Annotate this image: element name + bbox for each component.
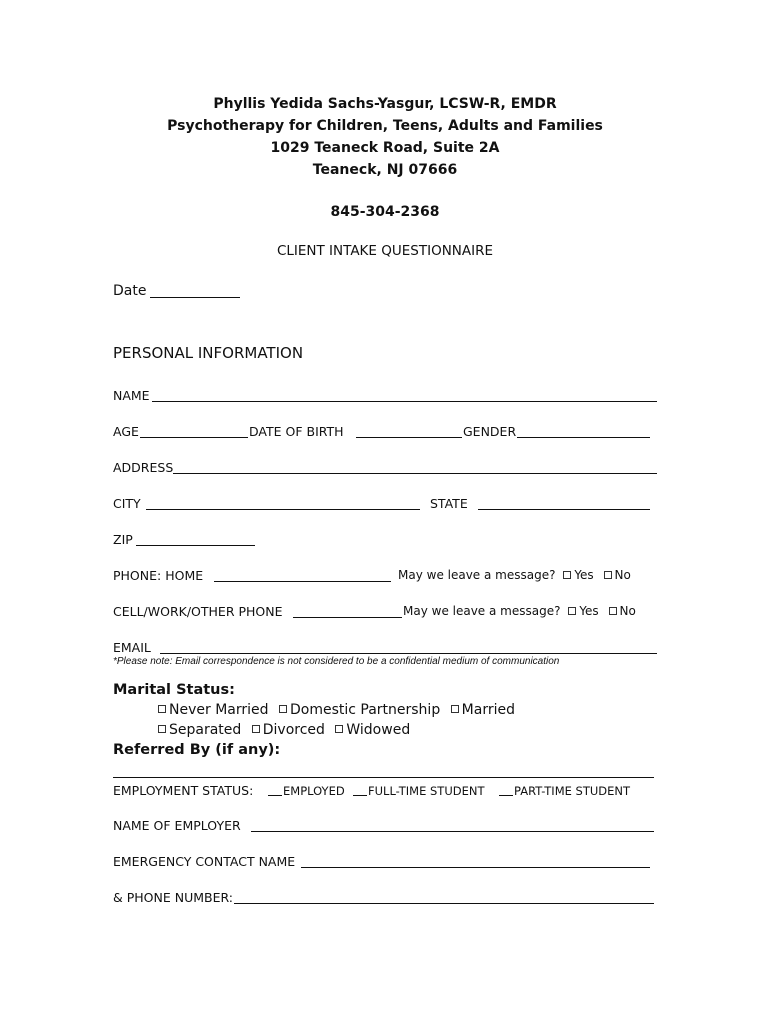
- address-field[interactable]: [173, 473, 657, 474]
- practitioner-name: Phyllis Yedida Sachs-Yasgur, LCSW-R, EMDR: [213, 96, 557, 112]
- married-checkbox[interactable]: [451, 705, 459, 713]
- employed-label: EMPLOYED: [283, 784, 345, 798]
- personal-information-heading: PERSONAL INFORMATION: [113, 344, 304, 362]
- emergency-contact-label: EMERGENCY CONTACT NAME: [113, 854, 296, 869]
- address-line: 1029 Teaneck Road, Suite 2A: [270, 140, 500, 156]
- zip-field[interactable]: [136, 545, 255, 546]
- never-married-checkbox[interactable]: [158, 705, 166, 713]
- gender-field[interactable]: [517, 437, 650, 438]
- separated-label: Separated: [169, 722, 242, 738]
- full-time-student-label: FULL-TIME STUDENT: [368, 784, 485, 798]
- city-label: CITY: [113, 496, 141, 511]
- practice-phone: 845-304-2368: [330, 204, 440, 220]
- emergency-phone-field[interactable]: [234, 903, 654, 904]
- practice-description: Psychotherapy for Children, Teens, Adults and Families: [167, 118, 603, 134]
- other-message-no-checkbox[interactable]: [609, 607, 617, 615]
- dob-field[interactable]: [356, 437, 462, 438]
- never-married-label: Never Married: [169, 702, 269, 718]
- emergency-phone-label: & PHONE NUMBER:: [113, 890, 233, 905]
- home-message-question: [398, 568, 631, 582]
- no-label: No: [614, 568, 631, 582]
- divorced-checkbox[interactable]: [252, 725, 260, 733]
- email-note: *Please note: Email correspondence is not considered to be a confidential medium of communication: [113, 656, 560, 667]
- dob-label: DATE OF BIRTH: [249, 424, 344, 439]
- emergency-contact-field[interactable]: [301, 867, 650, 868]
- domestic-partnership-label: Domestic Partnership: [289, 702, 441, 718]
- other-message-question: [403, 604, 636, 618]
- gender-label: GENDER: [463, 424, 517, 439]
- name-field[interactable]: [152, 401, 657, 402]
- employment-status-label: EMPLOYMENT STATUS:: [113, 783, 254, 798]
- other-phone-label: CELL/WORK/OTHER PHONE: [113, 604, 283, 619]
- marital-options-row2: [158, 722, 410, 738]
- other-phone-field[interactable]: [293, 617, 402, 618]
- divorced-label: Divorced: [262, 722, 325, 738]
- email-field[interactable]: [160, 653, 657, 654]
- employer-field[interactable]: [251, 831, 654, 832]
- marital-status-label: Marital Status:: [113, 682, 235, 698]
- message-question-text: May we leave a message?: [398, 568, 556, 582]
- referred-by-label: Referred By (if any):: [113, 742, 281, 758]
- domestic-partnership-checkbox[interactable]: [279, 705, 287, 713]
- part-time-blank[interactable]: [499, 795, 513, 796]
- name-label: NAME: [113, 388, 150, 403]
- message-question-text: May we leave a message?: [403, 604, 561, 618]
- address-label: ADDRESS: [113, 460, 174, 475]
- widowed-checkbox[interactable]: [335, 725, 343, 733]
- employer-label: NAME OF EMPLOYER: [113, 818, 241, 833]
- full-time-blank[interactable]: [353, 795, 367, 796]
- age-field[interactable]: [140, 437, 248, 438]
- form-title: CLIENT INTAKE QUESTIONNAIRE: [276, 243, 494, 259]
- email-label: EMAIL: [113, 640, 151, 655]
- home-phone-field[interactable]: [214, 581, 391, 582]
- yes-label: Yes: [574, 568, 594, 582]
- married-label: Married: [461, 702, 515, 718]
- widowed-label: Widowed: [346, 722, 411, 738]
- home-message-no-checkbox[interactable]: [604, 571, 612, 579]
- referred-by-field[interactable]: [113, 777, 654, 778]
- marital-options-row1: [158, 702, 515, 718]
- employed-blank[interactable]: [268, 795, 282, 796]
- zip-label: ZIP: [113, 532, 133, 547]
- no-label: No: [619, 604, 636, 618]
- home-message-yes-checkbox[interactable]: [563, 571, 571, 579]
- state-label: STATE: [430, 496, 468, 511]
- part-time-student-label: PART-TIME STUDENT: [514, 784, 631, 798]
- home-phone-label: PHONE: HOME: [113, 568, 204, 583]
- separated-checkbox[interactable]: [158, 725, 166, 733]
- city-field[interactable]: [146, 509, 420, 510]
- other-message-yes-checkbox[interactable]: [568, 607, 576, 615]
- city-line: Teaneck, NJ 07666: [312, 162, 458, 178]
- yes-label: Yes: [579, 604, 599, 618]
- state-field[interactable]: [478, 509, 650, 510]
- age-label: AGE: [113, 424, 139, 439]
- date-field[interactable]: [150, 297, 240, 298]
- date-label: Date: [113, 283, 147, 299]
